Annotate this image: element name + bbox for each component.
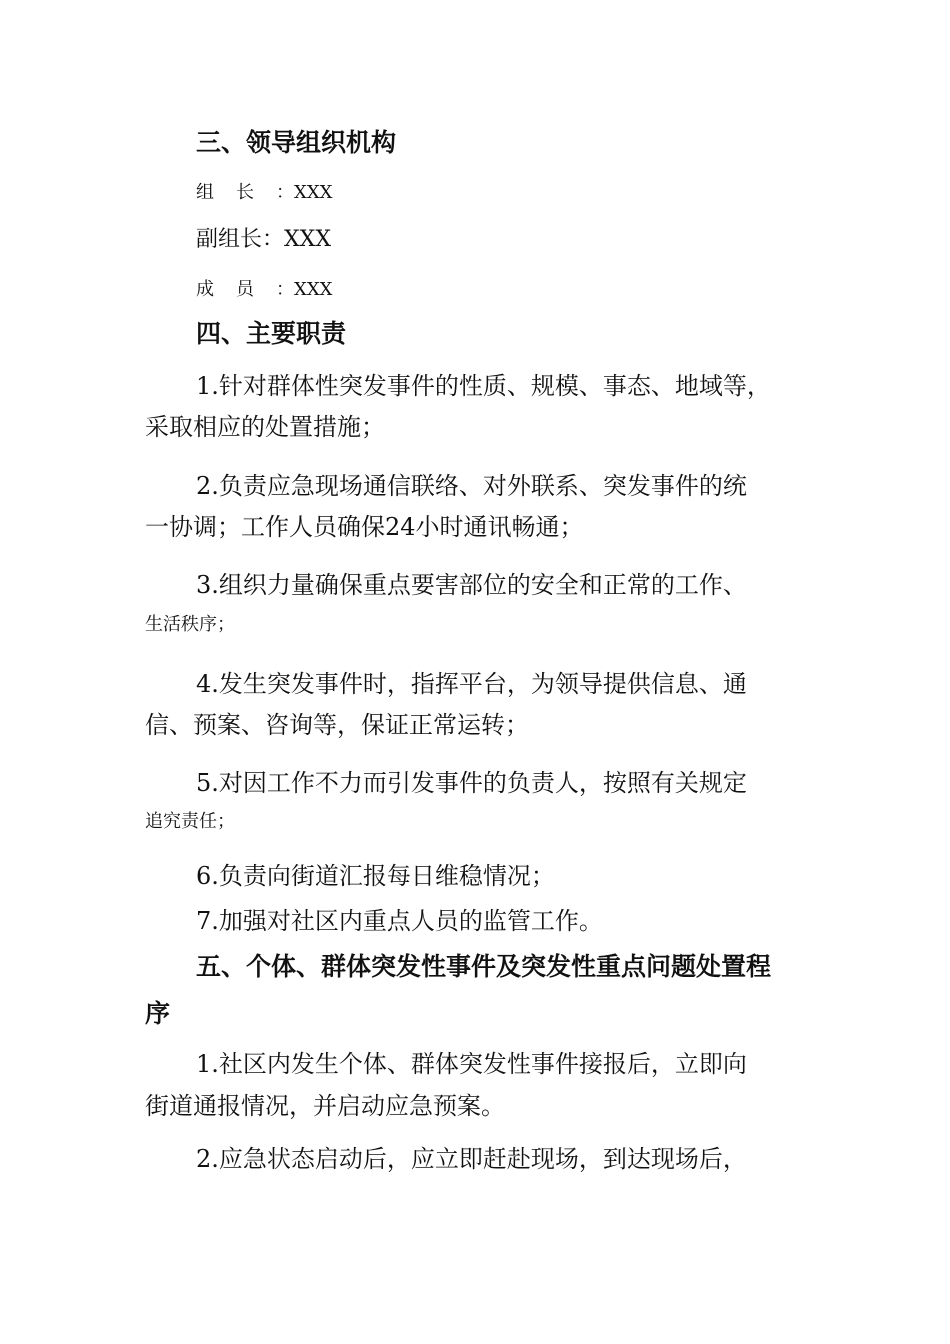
members-label: 成员 — [196, 279, 276, 300]
duty-1-line-1: 1.针对群体性突发事件的性质、规模、事态、地域等， — [196, 372, 771, 400]
members-value: ：XXX — [276, 279, 333, 300]
duty-2-line-1: 2.负责应急现场通信联络、对外联系、突发事件的统 — [196, 472, 747, 500]
members-row — [196, 275, 332, 301]
deputy-row — [196, 222, 331, 253]
duty-6: 6.负责向街道汇报每日维稳情况； — [196, 862, 555, 890]
deputy-value: XXX — [284, 227, 332, 252]
leader-row — [196, 178, 332, 204]
duty-5-line-1: 5.对因工作不力而引发事件的负责人，按照有关规定 — [196, 769, 747, 797]
duty-5-line-2: 追究责任； — [145, 811, 235, 832]
procedure-2-line-1: 2.应急状态启动后，应立即赶赴现场，到达现场后， — [196, 1145, 747, 1173]
duty-3-line-2: 生活秩序； — [145, 614, 235, 635]
section-5-heading-line-2: 序 — [145, 999, 171, 1028]
procedure-1-line-1: 1.社区内发生个体、群体突发性事件接报后，立即向 — [196, 1050, 747, 1078]
duty-4-line-1: 4.发生突发事件时，指挥平台，为领导提供信息、通 — [196, 670, 747, 698]
leader-label: 组长 — [196, 182, 276, 203]
duty-3-line-1: 3.组织力量确保重点要害部位的安全和正常的工作、 — [196, 571, 747, 599]
duty-2-line-2: 一协调；工作人员确保24小时通讯畅通； — [145, 513, 584, 541]
duty-7: 7.加强对社区内重点人员的监管工作。 — [196, 907, 603, 935]
section-3-heading: 三、领导组织机构 — [196, 128, 397, 157]
duty-4-line-2: 信、预案、咨询等，保证正常运转； — [145, 711, 529, 739]
leader-value: ：XXX — [276, 182, 333, 203]
section-4-heading: 四、主要职责 — [196, 319, 347, 348]
duty-1-line-2: 采取相应的处置措施； — [145, 413, 385, 441]
procedure-1-line-2: 街道通报情况，并启动应急预案。 — [145, 1092, 505, 1120]
deputy-label: 副组长： — [196, 227, 285, 252]
section-5-heading-line-1: 五、个体、群体突发性事件及突发性重点问题处置程 — [196, 952, 772, 981]
